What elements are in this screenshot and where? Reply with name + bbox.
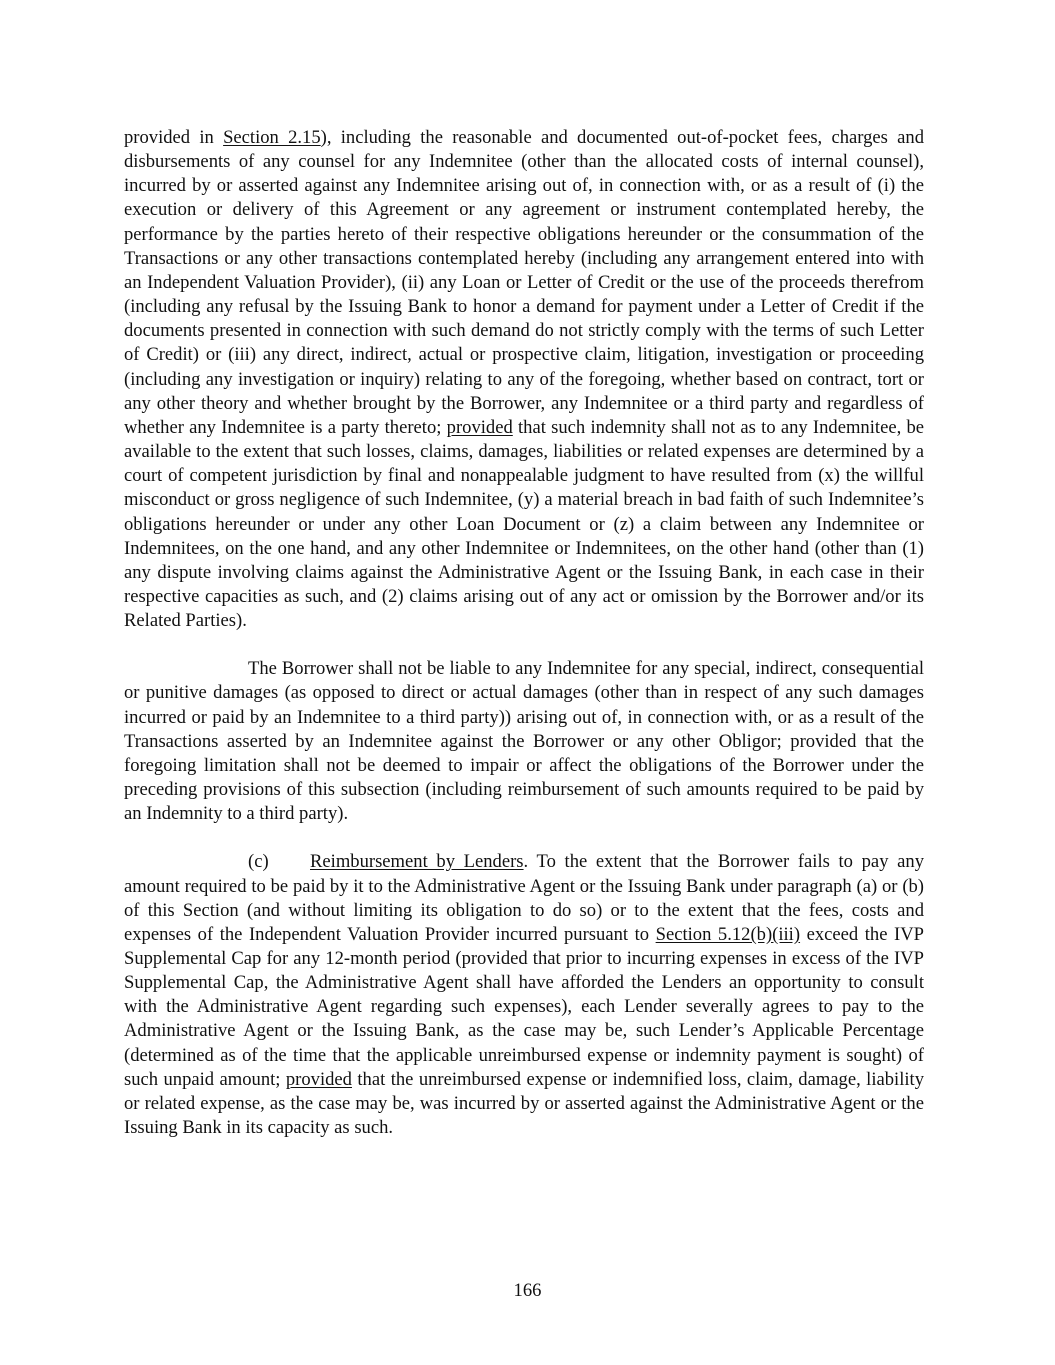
paragraph-consequential-damages bbox=[124, 657, 924, 826]
paragraph2-text: The Borrower shall not be liable to any Indemnitee for any special, indirect, consequential or punitive damages (as opposed to direct or actual damages (other than in respect of any such damages incurred or paid by an Indemnitee to a third party)) arising out of, in connection with, or as a result of the Transactions asserted by an Indemnitee against the Borrower or any other Obligor; provided that the foregoing limitation shall not be deemed to impair or affect the obligations of the Borrower under the preceding provisions of this subsection (including reimbursement of such amounts required to be paid by an Indemnity to a third party). bbox=[124, 658, 924, 825]
paragraph-spacer bbox=[124, 633, 924, 657]
subsection-label: (c) bbox=[248, 851, 269, 873]
provided-term: provided bbox=[285, 1068, 352, 1090]
section-2-15-reference: Section 2.15 bbox=[223, 127, 321, 148]
paragraph-reimbursement-by-lenders bbox=[124, 850, 924, 1140]
section-5-12-reference: Section 5.12(b)(iii) bbox=[655, 923, 801, 945]
provided-term: provided bbox=[446, 416, 513, 438]
paragraph3-text-2: exceed the IVP Supplemental Cap for any 12-month period (provided that prior to incurring expenses in excess of the IVP Supplemental Cap, the Administrative Agent shall have afforded the Lenders an opportunity to consult with the Administrative Agent regarding such expenses), each Lender severally agrees to pay to the Administrative Agent or the Issuing Bank, as the case may be, such Lender’s Applicable Percentage (determined as of the time that the applicable unreimbursed expense or indemnity payment is sought) of such unpaid amount; bbox=[124, 923, 924, 1090]
paragraph-indemnity-continued bbox=[124, 126, 924, 633]
paragraph1-text-1: provided in bbox=[124, 127, 224, 148]
paragraph1-text-3: that such indemnity shall not as to any Indemnitee, be available to the extent that such losses, claims, damages, liabilities or related expenses are determined by a court of competent jurisdiction by final and nonappealable judgment to have resulted from (x) the willful misconduct or gross negligence of such Indemnitee, (y) a material breach in bad faith of such Indemnitee’s obligations hereunder or under any other Loan Document or (z) a claim between any Indemnitee or Indemnitees, on the one hand, and any other Indemnitee or Indemnitees, on the other hand (other than (1) any dispute involving claims against the Administrative Agent or the Issuing Bank, in each case in their respective capacities as such, and (2) claims arising out of any act or omission by the Borrower and/or its Related Parties). bbox=[124, 416, 925, 632]
paragraph1-text-2: ), including the reasonable and documented out-of-pocket fees, charges and disbursements of any counsel for any Indemnitee (other than the allocated costs of internal counsel), incurred by or asserted against any Indemnitee arising out of, in connection with, or as a result of (i) the execution or delivery of this Agreement or any agreement or instrument contemplated hereby, the performance by the parties hereto of their respective obligations hereunder or the consummation of the Transactions or any other transactions contemplated hereby (including any arrangement entered into with an Independent Valuation Provider), (ii) any Loan or Letter of Credit or the use of the proceeds therefrom (including any refusal by the Issuing Bank to honor a demand for payment under a Letter of Credit if the documents presented in connection with such demand do not strictly comply with the terms of such Letter of Credit) or (iii) any direct, indirect, actual or prospective claim, litigation, investigation or proceeding (including any investigation or inquiry) relating to any of the foregoing, whether based on contract, tort or any other theory and whether brought by the Borrower, any Indemnitee or a third party and regardless of whether any Indemnitee is a party thereto; bbox=[124, 127, 925, 438]
document-body bbox=[124, 126, 924, 1140]
paragraph3-text-1: . To the extent that the Borrower fails to pay any amount required to be paid by it to the Administrative Agent or the Issuing Bank under paragraph (a) or (b) of this Section (and without limiting its obligation to do so) or to the extent that the fees, costs and expenses of the Independent Valuation Provider incurred pursuant to bbox=[124, 851, 924, 945]
paragraph-spacer bbox=[124, 826, 924, 850]
page-number: 166 bbox=[513, 1280, 542, 1301]
subsection-heading: Reimbursement by Lenders bbox=[310, 851, 524, 873]
paragraph3-text-3: that the unreimbursed expense or indemnified loss, claim, damage, liability or related expense, as the case may be, was incurred by or asserted against the Administrative Agent or the Issuing Bank in its capacity as such. bbox=[124, 1068, 924, 1139]
